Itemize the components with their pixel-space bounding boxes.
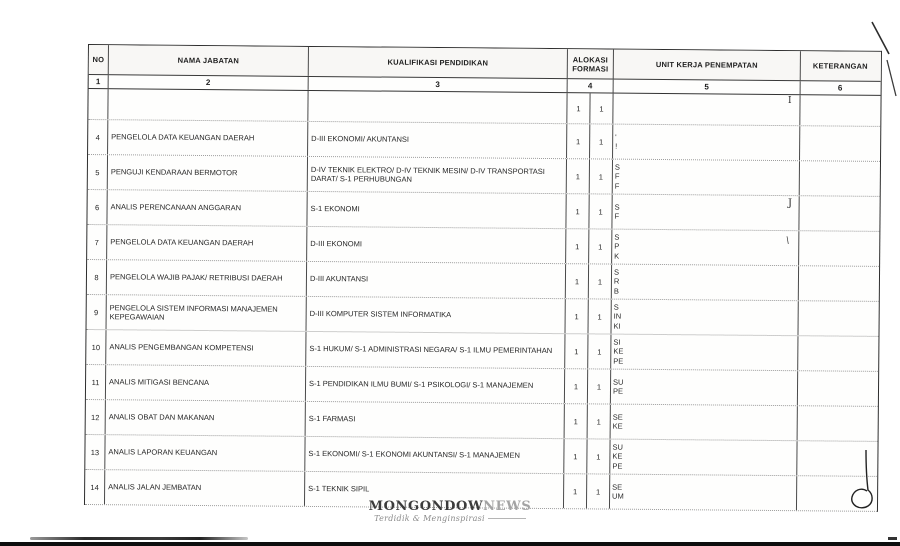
kualifikasi-cell: S-1 EKONOMI/ S-1 EKONOMI AKUNTANSI/ S-1 MANAJEMEN xyxy=(305,437,564,473)
kualifikasi-cell: S-1 FARMASI xyxy=(306,402,565,438)
unit-kerja-fragments xyxy=(612,267,620,296)
unit-fragment-line: ' xyxy=(615,132,617,142)
keterangan-cell xyxy=(800,161,879,196)
no-cell: 14 xyxy=(85,470,105,504)
formation-table xyxy=(84,44,882,512)
alokasi-cell: 1 xyxy=(590,159,613,193)
unit-kerja-cell xyxy=(612,230,799,266)
keterangan-cell xyxy=(798,336,877,371)
no-cell xyxy=(88,89,108,119)
alokasi-cell: 1 xyxy=(564,474,587,508)
kualifikasi-cell: D-III AKUNTANSI xyxy=(307,262,566,298)
unit-kerja-cell xyxy=(613,94,800,126)
jabatan-cell: PENGELOLA WAJIB PAJAK/ RETRIBUSI DAERAH xyxy=(107,260,307,296)
tagline-text: Terdidik & Menginspirasi xyxy=(374,514,485,523)
unit-fragment-line: F xyxy=(614,181,620,191)
unit-fragment-line: B xyxy=(613,286,619,296)
keterangan-cell xyxy=(800,126,879,161)
unit-fragment-line: IN xyxy=(613,311,622,321)
unit-fragment-line: SU xyxy=(613,377,624,387)
unit-fragment-line: SE xyxy=(612,412,623,422)
stray-mark: \ xyxy=(785,235,790,247)
unit-kerja-cell xyxy=(611,335,798,371)
header-nama-jabatan: NAMA JABATAN xyxy=(109,45,309,76)
kualifikasi-cell: S-1 TEKNIK SIPIL xyxy=(305,472,564,508)
no-cell: 9 xyxy=(87,295,107,329)
unit-fragment-line: P xyxy=(614,241,620,251)
unit-kerja-fragments xyxy=(612,202,619,221)
unit-fragment-line: R xyxy=(613,276,620,286)
no-cell: 12 xyxy=(86,400,106,434)
unit-fragment-line: S xyxy=(614,232,620,242)
unit-kerja-cell xyxy=(610,440,797,476)
kualifikasi-cell: D-III KOMPUTER SISTEM INFORMATIKA xyxy=(307,297,566,333)
unit-fragment-line: SE xyxy=(612,482,623,492)
jabatan-cell: ANALIS MITIGASI BENCANA xyxy=(106,365,306,401)
unit-kerja-fragments xyxy=(610,442,623,471)
alokasi-cell: 1 xyxy=(587,474,610,508)
keterangan-cell xyxy=(800,95,879,126)
unit-fragment-line: PE xyxy=(613,356,624,366)
unit-fragment-line: K xyxy=(614,251,620,261)
jabatan-cell: ANALIS JALAN JEMBATAN xyxy=(105,470,305,506)
unit-kerja-cell xyxy=(611,370,798,406)
unit-kerja-fragments xyxy=(613,132,617,151)
jabatan-cell: ANALIS LAPORAN KEUANGAN xyxy=(105,435,305,471)
no-cell: 13 xyxy=(85,435,105,469)
unit-fragment-line: KE xyxy=(612,421,623,431)
alokasi-cell: 1 xyxy=(590,93,613,123)
jabatan-cell xyxy=(108,89,308,121)
unit-kerja-cell xyxy=(611,300,798,336)
keterangan-cell xyxy=(798,301,877,336)
kualifikasi-cell: S-1 HUKUM/ S-1 ADMINISTRASI NEGARA/ S-1 ILMU PEMERINTAHAN xyxy=(306,332,565,368)
alokasi-cell: 1 xyxy=(565,299,588,333)
unit-fragment-line: S xyxy=(614,202,620,212)
no-cell: 10 xyxy=(86,330,106,364)
kualifikasi-cell: D-III EKONOMI xyxy=(307,227,566,263)
unit-fragment-line: PE xyxy=(612,461,623,471)
alokasi-cell: 1 xyxy=(566,264,589,298)
unit-fragment-line: S xyxy=(613,302,619,312)
keterangan-cell xyxy=(797,441,876,476)
column-number-1: 1 xyxy=(89,75,109,88)
column-number-2: 2 xyxy=(109,75,309,90)
pen-stroke-top-right xyxy=(872,22,889,54)
unit-fragment-line: F xyxy=(614,211,620,221)
tagline-rule xyxy=(488,518,526,519)
stray-mark: J xyxy=(788,198,793,209)
unit-kerja-fragments xyxy=(611,337,623,366)
unit-kerja-cell xyxy=(613,125,800,161)
unit-kerja-cell xyxy=(612,195,799,231)
alokasi-cell: 1 xyxy=(565,404,588,438)
unit-fragment-line: ! xyxy=(615,141,618,151)
kualifikasi-cell: D-III EKONOMI/ AKUNTANSI xyxy=(308,122,567,158)
no-cell: 7 xyxy=(87,225,107,259)
alokasi-cell: 1 xyxy=(564,439,587,473)
watermark xyxy=(0,499,900,523)
keterangan-cell xyxy=(798,371,877,406)
keterangan-cell xyxy=(798,406,877,441)
alokasi-cell: 1 xyxy=(567,124,590,158)
unit-kerja-cell xyxy=(612,265,799,301)
unit-fragment-line: KE xyxy=(613,346,624,356)
alokasi-cell: 1 xyxy=(587,439,610,473)
column-number-5: 5 xyxy=(614,80,801,95)
stray-mark: I xyxy=(788,96,792,106)
kualifikasi-cell xyxy=(308,91,567,123)
no-cell: 6 xyxy=(87,190,107,224)
alokasi-cell: 1 xyxy=(567,159,590,193)
alokasi-cell: 1 xyxy=(567,93,590,123)
header-alokasi-formasi: ALOKASI FORMASI xyxy=(568,49,614,78)
alokasi-cell: 1 xyxy=(589,194,612,228)
jabatan-cell: ANALIS PENGEMBANGAN KOMPETENSI xyxy=(106,330,306,366)
unit-kerja-fragments xyxy=(611,377,624,396)
alokasi-cell: 1 xyxy=(565,334,588,368)
brand-bold: MONGONDOW xyxy=(368,499,484,514)
jabatan-cell: PENGELOLA DATA KEUANGAN DAERAH xyxy=(108,120,308,156)
alokasi-cell: 1 xyxy=(565,369,588,403)
pen-stroke-top-right xyxy=(887,60,896,96)
alokasi-cell: 1 xyxy=(566,229,589,263)
unit-kerja-cell xyxy=(611,405,798,441)
keterangan-cell xyxy=(799,231,878,266)
keterangan-cell xyxy=(799,196,878,231)
kualifikasi-cell: S-1 PENDIDIKAN ILMU BUMI/ S-1 PSIKOLOGI/ S-1 MANAJEMEN xyxy=(306,367,565,403)
jabatan-cell: ANALIS OBAT DAN MAKANAN xyxy=(106,400,306,436)
brand-logo xyxy=(0,499,900,514)
kualifikasi-cell: D-IV TEKNIK ELEKTRO/ D-IV TEKNIK MESIN/ D-IV TRANSPORTASI DARAT/ S-1 PERHUBUNGAN xyxy=(308,157,567,193)
unit-kerja-fragments xyxy=(611,412,623,431)
tagline-row xyxy=(0,514,900,523)
alokasi-cell: 1 xyxy=(588,334,611,368)
unit-kerja-cell xyxy=(613,160,800,196)
kualifikasi-cell: S-1 EKONOMI xyxy=(307,192,566,228)
alokasi-cell: 1 xyxy=(589,264,612,298)
scan-artifact-line xyxy=(30,537,248,540)
no-cell: 4 xyxy=(88,120,108,154)
table-body xyxy=(85,89,881,512)
brand-light: NEWS xyxy=(483,499,532,514)
scan-artifact-dot xyxy=(888,537,897,540)
alokasi-cell: 1 xyxy=(590,124,613,158)
column-number-6: 6 xyxy=(837,83,843,93)
unit-kerja-fragments xyxy=(612,302,622,331)
header-kualifikasi-pendidikan: KUALIFIKASI PENDIDIKAN xyxy=(309,47,568,78)
column-number-4: 4 xyxy=(568,79,614,92)
alokasi-cell: 1 xyxy=(588,299,611,333)
jabatan-cell: PENGELOLA SISTEM INFORMASI MANAJEMEN KEPEGAWAIAN xyxy=(107,295,307,331)
header-keterangan: KETERANGAN xyxy=(812,61,868,71)
keterangan-cell xyxy=(799,266,878,301)
alokasi-cell: 1 xyxy=(588,404,611,438)
jabatan-cell: PENGELOLA DATA KEUANGAN DAERAH xyxy=(107,225,307,261)
alokasi-cell: 1 xyxy=(566,194,589,228)
no-cell: 8 xyxy=(87,260,107,294)
unit-kerja-fragments xyxy=(612,232,619,261)
unit-fragment-line: SU xyxy=(612,442,623,452)
unit-fragment-line: UM xyxy=(612,491,624,501)
alokasi-cell: 1 xyxy=(588,369,611,403)
unit-fragment-line: F xyxy=(614,171,620,181)
alokasi-cell: 1 xyxy=(589,229,612,263)
jabatan-cell: PENGUJI KENDARAAN BERMOTOR xyxy=(108,155,308,191)
unit-kerja-fragments xyxy=(613,162,620,191)
unit-fragment-line: KE xyxy=(612,451,623,461)
bottom-black-bar xyxy=(0,542,900,546)
unit-fragment-line: SI xyxy=(613,337,621,347)
unit-fragment-line: S xyxy=(614,162,621,172)
no-cell: 5 xyxy=(88,155,108,189)
unit-fragment-line: S xyxy=(613,267,620,277)
header-unit-kerja-penempatan: UNIT KERJA PENEMPATAN xyxy=(614,50,801,81)
no-cell: 11 xyxy=(86,365,106,399)
jabatan-cell: ANALIS PERENCANAAN ANGGARAN xyxy=(107,190,307,226)
unit-fragment-line: PE xyxy=(612,386,624,396)
unit-fragment-line: KI xyxy=(613,321,621,331)
column-number-3: 3 xyxy=(309,77,568,92)
header-no: NO xyxy=(89,45,109,74)
